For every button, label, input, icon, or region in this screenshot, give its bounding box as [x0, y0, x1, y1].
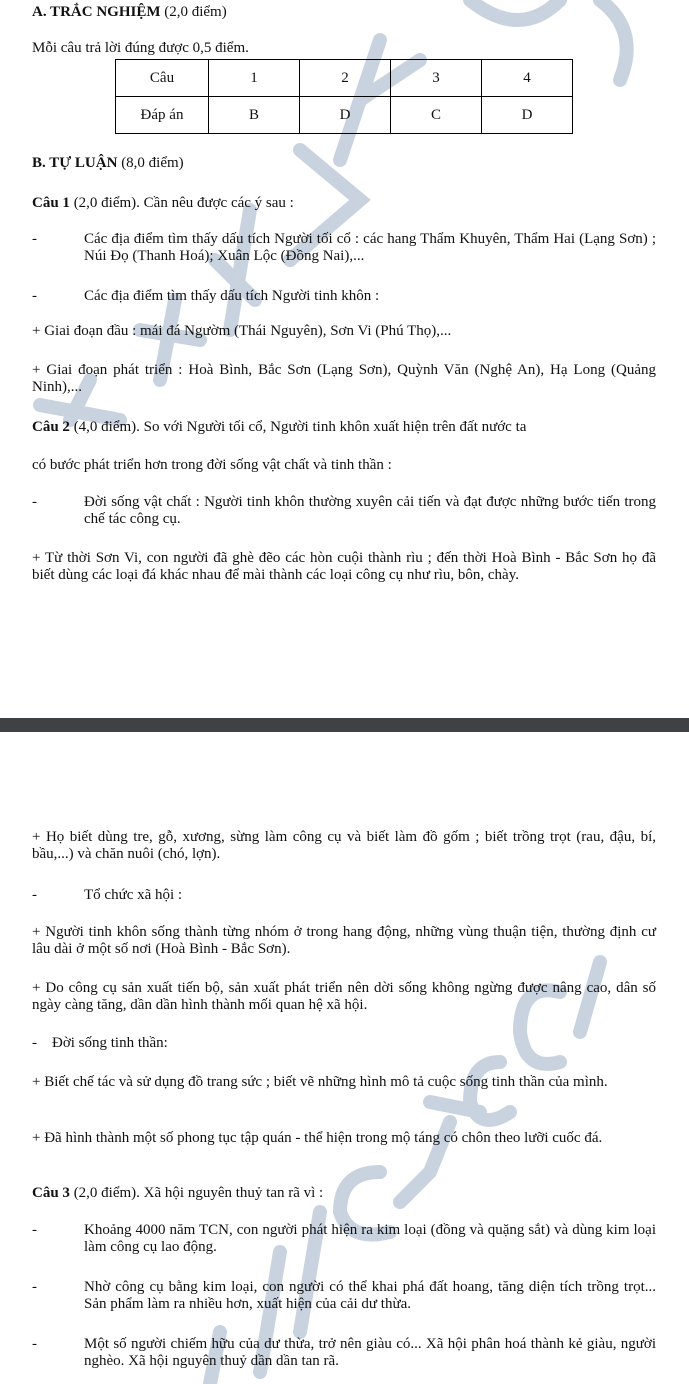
bullet-dash: - — [32, 231, 37, 247]
question-number-cell: 3 — [391, 60, 482, 97]
bullet-dash: - — [32, 1336, 37, 1352]
part-a-heading: A. TRẮC NGHIỆM (2,0 điểm) — [32, 4, 227, 20]
answer-cell: C — [391, 97, 482, 134]
part-b-heading: B. TỰ LUẬN (8,0 điểm) — [32, 155, 184, 171]
bullet-dash: - — [32, 887, 37, 903]
question-1-intro: Câu 1 (2,0 điểm). Cần nêu được các ý sau : — [32, 195, 294, 211]
question-3-point-2: - Nhờ công cụ bằng kim loại, con người có thể khai phá đất hoang, tăng diện tích trồng trọt... Sản phẩm làm ra nhiều hơn, xuất hiện của cải dư thừa. — [32, 1279, 656, 1312]
answer-cell: D — [482, 97, 573, 134]
question-2-point-7: - Đời sống tinh thần: — [32, 1035, 168, 1051]
bullet-dash: - — [32, 494, 37, 510]
question-2-point-1: - Đời sống vật chất : Người tinh khôn thường xuyên cải tiến và đạt được những bước tiến trong chế tác công cụ. — [32, 494, 656, 527]
bullet-dash: - — [32, 1279, 37, 1295]
question-number-cell: 1 — [209, 60, 300, 97]
question-1-point-1: - Các địa điểm tìm thấy dấu tích Người tối cổ : các hang Thẩm Khuyên, Thẩm Hai (Lạng Sơn) ; Núi Đọ (Thanh Hoá); Xuân Lộc (Đồng Nai),... — [32, 231, 656, 264]
question-2-point-3: + Họ biết dùng tre, gỗ, xương, sừng làm công cụ và biết làm đồ gốm ; biết trồng trọt (rau, đậu, bí, bầu,...) và chăn nuôi (chó, lợn). — [32, 829, 656, 862]
question-2-intro: Câu 2 (4,0 điểm). So với Người tối cổ, Người tinh khôn xuất hiện trên đất nước ta — [32, 419, 527, 435]
question-2-point-9: + Đã hình thành một số phong tục tập quán - thể hiện trong mộ táng có chôn theo lưỡi cuốc đá. — [32, 1130, 603, 1146]
bullet-dash: - — [32, 288, 37, 304]
question-2-point-5: + Người tinh khôn sống thành từng nhóm ở trong hang động, những vùng thuận tiện, thường định cư lâu dài ở một số nơi (Hoà Bình - Bắc Sơn). — [32, 924, 656, 957]
answer-cell: B — [209, 97, 300, 134]
question-2-point-4: - Tổ chức xã hội : — [32, 887, 183, 903]
question-2-point-8: + Biết chế tác và sử dụng đồ trang sức ; biết vẽ những hình mô tả cuộc sống tinh thần của mình. — [32, 1074, 608, 1090]
question-3-point-3: - Một số người chiếm hữu của dư thừa, trở nên giàu có... Xã hội phân hoá thành kẻ giàu, người nghèo. Xã hội nguyên thuỷ dần dần tan rã. — [32, 1336, 656, 1369]
answer-table — [115, 59, 573, 134]
document-page-2 — [0, 732, 689, 1384]
table-row — [116, 60, 573, 97]
table-row — [116, 97, 573, 134]
question-1-point-3: + Giai đoạn đầu : mái đá Ngườm (Thái Nguyên), Sơn Vi (Phú Thọ),... — [32, 323, 452, 339]
part-a-note: Mỗi câu trả lời đúng được 0,5 điểm. — [32, 40, 249, 56]
table-answer-label-cell: Đáp án — [116, 97, 209, 134]
question-2-intro-continued: có bước phát triển hơn trong đời sống vật chất và tinh thần : — [32, 457, 392, 473]
question-2-point-2: + Từ thời Sơn Vi, con người đã ghè đẽo các hòn cuội thành rìu ; đến thời Hoà Bình - Bắc Sơn họ đã biết dùng các loại đá khác nhau để mài thành các loại công cụ như rìu, bôn, chày. — [32, 550, 656, 583]
question-number-cell: 4 — [482, 60, 573, 97]
page-separator — [0, 718, 689, 732]
bullet-dash: - — [32, 1035, 37, 1051]
question-1-point-4: + Giai đoạn phát triển : Hoà Bình, Bắc Sơn (Lạng Sơn), Quỳnh Văn (Nghệ An), Hạ Long (Quảng Ninh),... — [32, 362, 656, 395]
table-header-cell: Câu — [116, 60, 209, 97]
question-3-intro: Câu 3 (2,0 điểm). Xã hội nguyên thuỷ tan rã vì : — [32, 1185, 324, 1201]
answer-cell: D — [300, 97, 391, 134]
question-1-point-2: - Các địa điểm tìm thấy dấu tích Người tinh khôn : — [32, 288, 380, 304]
question-3-point-1: - Khoảng 4000 năm TCN, con người phát hiện ra kim loại (đồng và quặng sắt) và dùng kim loại làm công cụ lao động. — [32, 1222, 656, 1255]
bullet-dash: - — [32, 1222, 37, 1238]
question-number-cell: 2 — [300, 60, 391, 97]
question-2-point-6: + Do công cụ sản xuất tiến bộ, sản xuất phát triển nên dời sống không ngừng được nâng cao, dân số ngày càng tăng, dần dần hình thành mối quan hệ xã hội. — [32, 980, 656, 1013]
